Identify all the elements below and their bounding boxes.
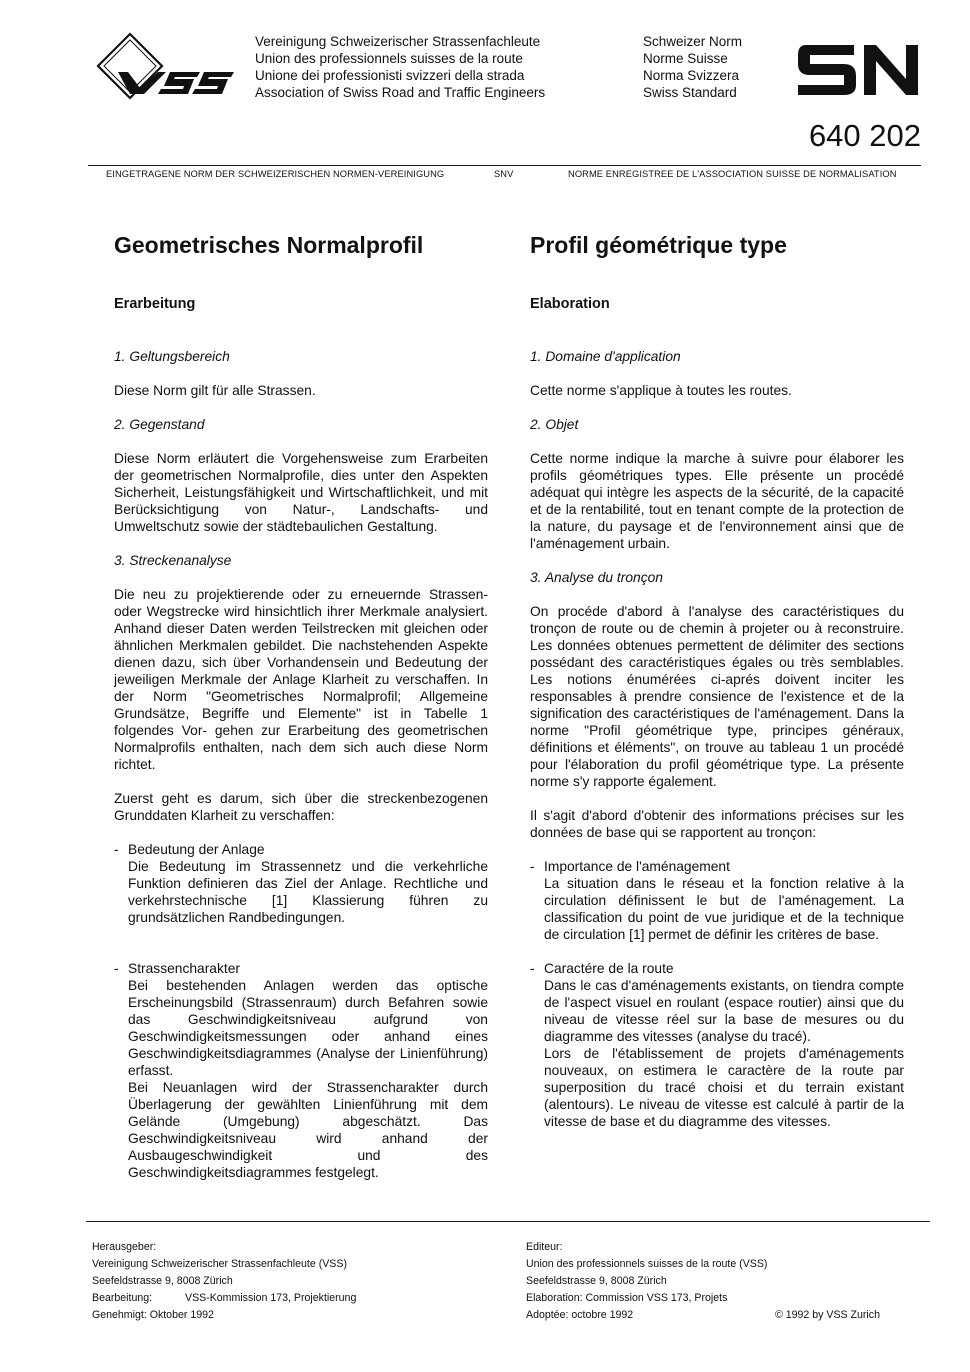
snv-label: SNV [494, 169, 514, 179]
section2-text-de: Diese Norm erläutert die Vorgehensweise zum Erarbeiten der geometrischen Normalprofile, dies unter den Aspekten Sicherheit, Leistungsfähigkeit und Wirtschaftlichkeit, und mit Berücksichtigung von Natur-, Landschafts- und Umweltschutz sowie der städtebaulichen Gestaltung. [114, 451, 488, 534]
bullet1-title-fr: Importance de l'aménagement [544, 859, 730, 874]
publisher-fr: Union des professionnels suisses de la route (VSS) [526, 1258, 768, 1270]
section2-heading-de: 2. Gegenstand [114, 417, 205, 432]
bullet2-text-fr: Dans le cas d'aménagements existants, on tiendra compte de l'aspect visuel en roulant (espace routier) ainsi que du niveau de vitesse réel sur la base de mesures ou du diagramme des vitesses (analyse du tracé). [544, 978, 904, 1044]
list-item: - Caractére de la route Dans le cas d'aménagements existants, on tiendra compte de l'aspect visuel en roulant (espace routier) ainsi que du niveau de vitesse réel sur la base de mesures ou du diagramme des vitesses (analyse du tracé). Lors de l'établissement de projets d'aménagements nouveaux, on estimera le caractère de la route par superposition du tracé choisi et du terrain existant (alentours). Le niveau de vitesse est calculé à partir de la vitesse de base et du diagramme des vitesses. [530, 961, 904, 1129]
standard-labels [643, 33, 742, 101]
bullet1-text-de: Die Bedeutung im Strassennetz und die verkehrliche Funktion definieren das Ziel der Anlage. Rechtliche und verkehrstechnische [1] Klassierung führen zu grundsätzlichen Randbedingungen. [128, 859, 488, 925]
copyright: © 1992 by VSS Zurich [775, 1309, 880, 1321]
header-divider [88, 165, 921, 166]
registered-de: EINGETRAGENE NORM DER SCHWEIZERISCHEN NORMEN-VEREINIGUNG [106, 169, 445, 179]
bullet2-text2-fr: Lors de l'établissement de projets d'aménagements nouveaux, on estimera le caractère de la route par superposition du tracé choisi et du terrain existant (alentours). Le niveau de vitesse est calculé à partir de la vitesse de base et du diagramme des vitesses. [544, 1046, 904, 1129]
bullet2-text2-de: Bei Neuanlagen wird der Strassencharakter durch Überlagerung der gewählten Linienführung mit dem Gelände (Umgebung) abgeschätzt. Das Geschwindigkeitsniveau wird anhand der Ausbaugeschwindigkeit und des Geschwindigkeitsdiagrammes festgelegt. [128, 1080, 488, 1180]
footer-fr [526, 1239, 767, 1324]
section2-heading-fr: 2. Objet [530, 417, 579, 432]
section3-text-de: Die neu zu projektierende oder zu erneuernde Strassen- oder Wegstrecke wird hinsichtlich ihrer Merkmale analysiert. Anhand dieser Daten werden Teilstrecken mit gleichen oder ähnlichen Merkmalen gebildet. Die nachstehenden Aspekte dienen dazu, sich über Vorhandensein und Bedeutung der jeweiligen Merkmale der Anlage Klarheit zu verschaffen. In der Norm "Geometrisches Normalprofil; Allgemeine Grundsätze, Begriffe und Elemente" ist in Tabelle 1 folgendes Vor- gehen zur Erarbeitung des geometrischen Normalprofils enthalten, nach dem sich auch diese Norm richtet. [114, 587, 488, 772]
org-en: Association of Swiss Road and Traffic Engineers [255, 85, 546, 100]
std-de: Schweizer Norm [643, 34, 743, 49]
std-it: Norma Svizzera [643, 68, 740, 83]
registered-fr: NORME ENREGISTREE DE L'ASSOCIATION SUISSE DE NORMALISATION [568, 169, 897, 179]
bullet2-title-de: Strassencharakter [128, 961, 240, 976]
footer-de [92, 1239, 356, 1324]
address-fr: Seefeldstrasse 9, 8008 Zürich [526, 1275, 667, 1287]
work-label-de: Bearbeitung: [92, 1292, 153, 1304]
bullet2-title-fr: Caractére de la route [544, 961, 674, 976]
work-fr: Elaboration: Commission VSS 173, Projets [526, 1292, 728, 1304]
column-de [114, 230, 488, 1180]
bullet2-text-de: Bei bestehenden Anlagen werden das optische Erscheinungsbild (Strassenraum) durch Befahren sowie das Geschwindigkeitsniveau aufgrund von Geschwindigkeitsmessungen oder anhand eines Geschwindigkeitsdiagrammes (Analyse der Linienführung) erfasst. [128, 978, 488, 1078]
publisher-label-de: Herausgeber: [92, 1241, 157, 1253]
bullet1-text-fr: La situation dans le réseau et la fonction relative à la circulation définissent le but de l'aménagement. La classification du point de vue juridique et de la technique de circulation [1] permet de définir les critères de base. [544, 876, 904, 942]
adopted-fr: Adoptée: octobre 1992 [526, 1309, 634, 1321]
org-fr: Union des professionnels suisses de la route [255, 51, 523, 66]
title-de: Geometrisches Normalprofil [114, 232, 424, 258]
address-de: Seefeldstrasse 9, 8008 Zürich [92, 1275, 233, 1287]
section3-text2-de: Zuerst geht es darum, sich über die streckenbezogenen Grunddaten Klarheit zu verschaffen: [114, 791, 488, 823]
subtitle-de: Erarbeitung [114, 296, 196, 312]
footer-divider-left [86, 1221, 499, 1222]
list-item: - Strassencharakter Bei bestehenden Anlagen werden das optische Erscheinungsbild (Strassenraum) durch Befahren sowie das Geschwindigkeitsniveau aufgrund von Geschwindigkeitsmessungen oder anhand eines Geschwindigkeitsdiagrammes (Analyse der Linienführung) erfasst. Bei Neuanlagen wird der Strassencharakter durch Überlagerung der gewählten Linienführung mit dem Gelände (Umgebung) abgeschätzt. Das Geschwindigkeitsniveau wird anhand der Ausbaugeschwindigkeit und des Geschwindigkeitsdiagrammes festgelegt. [114, 961, 488, 1180]
org-de: Vereinigung Schweizerischer Strassenfachleute [255, 34, 541, 49]
publisher-de: Vereinigung Schweizerischer Strassenfachleute (VSS) [92, 1258, 347, 1270]
organization-names [255, 33, 545, 101]
std-en: Swiss Standard [643, 85, 737, 100]
section3-text-fr: On procéde d'abord à l'analyse des caractéristiques du tronçon de route ou de chemin à projeter ou à reconstruire. Les données obtenues permettent de délimiter des sections possédant des caractéristiques égales ou très semblables. Les notions énumérées ci-aprés doivent inciter les responsables à prendre consience de l'existence et de la signification des caractéristiques de l'aménagement. Dans la norme "Profil géométrique type, principes généraux, définitions et éléments", on trouve au tableau 1 un procédé pour l'élaboration du profil géométrique type. La présente norme s'y rapporte également. [530, 604, 904, 789]
column-fr [530, 230, 904, 1129]
sn-logo [798, 45, 922, 95]
section3-heading-de: 3. Streckenanalyse [114, 553, 232, 568]
list-item: - Importance de l'aménagement La situation dans le réseau et la fonction relative à la circulation définissent le but de l'aménagement. La classification du point de vue juridique et de la technique de circulation [1] permet de définir les critères de base. [530, 859, 904, 942]
title-fr: Profil géométrique type [530, 232, 787, 258]
section1-text-de: Diese Norm gilt für alle Strassen. [114, 383, 316, 398]
section2-text-fr: Cette norme indique la marche à suivre pour élaborer les profils géométriques types. Elle présente un procédé adéquat qui intègre les aspects de la sécurité, de la capacité et de la rentabilité, tout en tenant compte de la protection de la nature, du paysage et de l'environnement ainsi que de l'aménagement urbain. [530, 451, 904, 551]
bullet1-title-de: Bedeutung der Anlage [128, 842, 265, 857]
approved-de: Genehmigt: Oktober 1992 [92, 1309, 214, 1321]
section1-heading-de: 1. Geltungsbereich [114, 349, 230, 364]
section1-text-fr: Cette norme s'applique à toutes les routes. [530, 383, 792, 398]
section1-heading-fr: 1. Domaine d'application [530, 349, 681, 364]
work-value-de: VSS-Kommission 173, Projektierung [185, 1292, 357, 1304]
section3-heading-fr: 3. Analyse du tronçon [530, 570, 663, 585]
org-it: Unione dei professionisti svizzeri della strada [255, 68, 525, 83]
norm-number: 640 202 [808, 118, 921, 153]
publisher-label-fr: Editeur: [526, 1241, 563, 1253]
section3-text2-fr: Il s'agit d'abord d'obtenir des informations précises sur les données de base qui se rapportent au tronçon: [530, 808, 904, 840]
subtitle-fr: Elaboration [530, 296, 610, 312]
list-item: - Bedeutung der Anlage Die Bedeutung im Strassennetz und die verkehrliche Funktion definieren das Ziel der Anlage. Rechtliche und verkehrstechnische [1] Klassierung führen zu grundsätzlichen Randbedingungen. [114, 842, 488, 925]
std-fr: Norme Suisse [643, 51, 728, 66]
vss-logo [96, 30, 238, 100]
work-de [92, 1290, 356, 1307]
footer-divider-right [499, 1221, 930, 1222]
